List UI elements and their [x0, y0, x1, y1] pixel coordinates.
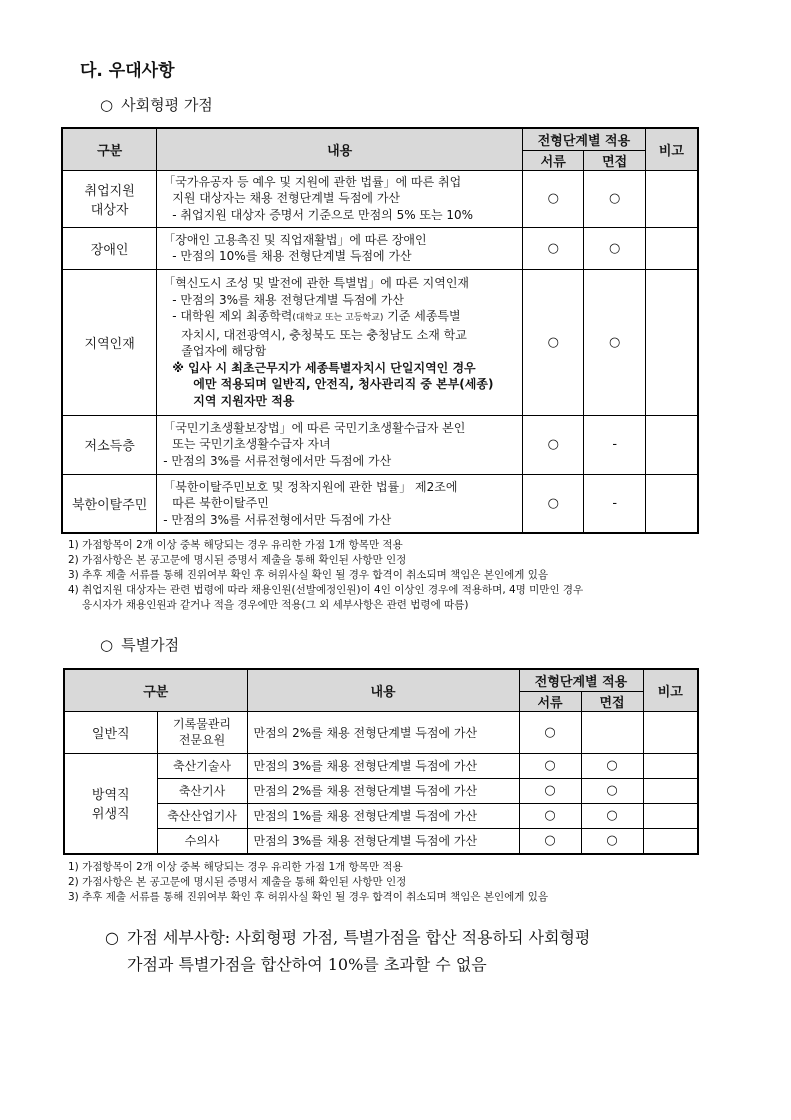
header-category: 구분 — [64, 669, 247, 711]
final-note-line1 — [105, 924, 590, 951]
row-content: 만점의 3%를 채용 전형단계별 득점에 가산 — [247, 753, 519, 778]
section1-title — [100, 94, 213, 115]
interview-mark: ○ — [581, 828, 643, 854]
header-interview: 면접 — [584, 150, 645, 170]
row-category: 장애인 — [62, 227, 157, 269]
header-doc: 서류 — [519, 691, 581, 711]
group-name: 일반직 — [64, 711, 157, 753]
note-item: 2) 가점사항은 본 공고문에 명시된 증명서 제출을 통해 확인된 사항만 인정 — [68, 876, 407, 888]
header-content: 내용 — [157, 128, 523, 170]
section2-title — [100, 634, 179, 655]
note-item: 1) 가점항목이 2개 이상 중복 해당되는 경우 유리한 가점 1개 항목만 적용 — [68, 539, 403, 551]
remark-cell — [643, 803, 698, 828]
interview-mark: ○ — [581, 753, 643, 778]
interview-mark: - — [584, 415, 645, 474]
row-category: 북한이탈주민 — [62, 474, 157, 533]
doc-mark: ○ — [523, 415, 584, 474]
social-equity-table — [61, 127, 699, 534]
sub-category: 수의사 — [157, 828, 247, 854]
bullet-circle-icon: ○ — [100, 636, 114, 654]
table-row — [62, 474, 698, 533]
bullet-circle-icon: ○ — [100, 96, 114, 114]
note-item: 3) 추후 제출 서류를 통해 진위여부 확인 후 허위사실 확인 될 경우 합격이 취소되며 책임은 본인에게 있음 — [68, 569, 549, 581]
doc-mark: ○ — [519, 828, 581, 854]
row-category: 취업지원 대상자 — [62, 170, 157, 227]
section2-notes — [68, 860, 548, 905]
remark-cell — [643, 828, 698, 854]
note-item: 2) 가점사항은 본 공고문에 명시된 증명서 제출을 통해 확인된 사항만 인정 — [68, 554, 407, 566]
section1-title-text: 사회형평 가점 — [121, 96, 213, 114]
remark-cell — [643, 778, 698, 803]
doc-mark: ○ — [523, 474, 584, 533]
group-name: 방역직 위생직 — [64, 753, 157, 854]
row-content: 「북한이탈주민보호 및 정착지원에 관한 법률」 제2조에 따른 북한이탈주민 - 만점의 3%를 서류전형에서만 득점에 가산 — [157, 474, 523, 533]
interview-mark: ○ — [584, 170, 645, 227]
row-content: 「국가유공자 등 예우 및 지원에 관한 법률」에 따른 취업 지원 대상자는 채용 전형단계별 득점에 가산 - 취업지원 대상자 증명서 기준으로 만점의 5% 또는 10% — [157, 170, 523, 227]
interview-mark: ○ — [584, 269, 645, 415]
header-category: 구분 — [62, 128, 157, 170]
remark-cell — [645, 227, 698, 269]
doc-mark: ○ — [519, 711, 581, 753]
row-category: 저소득층 — [62, 415, 157, 474]
section2-title-text: 특별가점 — [121, 636, 180, 654]
doc-mark: ○ — [523, 269, 584, 415]
row-content: 만점의 2%를 채용 전형단계별 득점에 가산 — [247, 778, 519, 803]
note-item: 4) 취업지원 대상자는 관련 법령에 따라 채용인원(선발예정인원)이 4인 이상인 경우에 적용하며, 4명 미만인 경우 — [68, 584, 584, 596]
doc-mark: ○ — [523, 170, 584, 227]
table-row — [64, 803, 698, 828]
row-category: 지역인재 — [62, 269, 157, 415]
sub-category: 축산기사 — [157, 778, 247, 803]
interview-mark — [581, 711, 643, 753]
table-row — [64, 711, 698, 753]
row-content: 만점의 2%를 채용 전형단계별 득점에 가산 — [247, 711, 519, 753]
note-item: 1) 가점항목이 2개 이상 중복 해당되는 경우 유리한 가점 1개 항목만 적용 — [68, 861, 403, 873]
interview-mark: ○ — [581, 778, 643, 803]
bullet-circle-icon: ○ — [105, 928, 119, 947]
header-interview: 면접 — [581, 691, 643, 711]
table-row — [64, 753, 698, 778]
remark-cell — [645, 269, 698, 415]
note-item: 3) 추후 제출 서류를 통해 진위여부 확인 후 허위사실 확인 될 경우 합격이 취소되며 책임은 본인에게 있음 — [68, 891, 549, 903]
header-doc: 서류 — [523, 150, 584, 170]
section1-notes — [68, 538, 583, 613]
table-row — [62, 415, 698, 474]
table-row — [62, 227, 698, 269]
doc-mark: ○ — [519, 753, 581, 778]
sub-category: 축산산업기사 — [157, 803, 247, 828]
table-row — [62, 269, 698, 415]
remark-cell — [645, 170, 698, 227]
row-content: 「국민기초생활보장법」에 따른 국민기초생활수급자 본인 또는 국민기초생활수급자 자녀 - 만점의 3%를 서류전형에서만 득점에 가산 — [157, 415, 523, 474]
interview-mark: ○ — [581, 803, 643, 828]
interview-mark: ○ — [584, 227, 645, 269]
table-row — [62, 170, 698, 227]
section-heading: 다. 우대사항 — [80, 61, 175, 81]
row-content: 「장애인 고용촉진 및 직업재활법」에 따른 장애인 - 만점의 10%를 채용 전형단계별 득점에 가산 — [157, 227, 523, 269]
doc-mark: ○ — [519, 778, 581, 803]
final-note — [105, 924, 590, 978]
header-remark: 비고 — [645, 128, 698, 170]
final-note-text1: 가점 세부사항: 사회형평 가점, 특별가점을 합산 적용하되 사회형평 — [126, 928, 591, 947]
sub-category: 축산기술사 — [157, 753, 247, 778]
remark-cell — [643, 753, 698, 778]
header-stage: 전형단계별 적용 — [523, 128, 646, 150]
row-content: 만점의 3%를 채용 전형단계별 득점에 가산 — [247, 828, 519, 854]
row-content: 「혁신도시 조성 및 발전에 관한 특별법」에 따른 지역인재 - 만점의 3%를 채용 전형단계별 득점에 가산 - 대학원 제외 최종학력(대학교 또는 고등학교) 기준 세종특별 자치시, 대전광역시, 충청북도 또는 충청남도 소재 학교 졸업자에 해당함 ※ 입사 시 최초근무지가 세종특별자치시 단일지역인 경우 에만 적용되며 일반직, 안전직, 청사관리직 중 본부(세종) 지역 지원자만 적용 — [157, 269, 523, 415]
note-item: 응시자가 채용인원과 같거나 적을 경우에만 적용(그 외 세부사항은 관련 법령에 따름) — [82, 599, 469, 611]
final-note-line2: 가점과 특별가점을 합산하여 10%를 초과할 수 없음 — [127, 955, 487, 974]
sub-category: 기록물관리 전문요원 — [157, 711, 247, 753]
row-content: 만점의 1%를 채용 전형단계별 득점에 가산 — [247, 803, 519, 828]
header-stage: 전형단계별 적용 — [519, 669, 643, 691]
table-row — [64, 778, 698, 803]
remark-cell — [643, 711, 698, 753]
doc-mark: ○ — [519, 803, 581, 828]
remark-cell — [645, 474, 698, 533]
header-content: 내용 — [247, 669, 519, 711]
remark-cell — [645, 415, 698, 474]
special-points-table — [63, 668, 699, 855]
table-row — [64, 828, 698, 854]
interview-mark: - — [584, 474, 645, 533]
doc-mark: ○ — [523, 227, 584, 269]
header-remark: 비고 — [643, 669, 698, 711]
